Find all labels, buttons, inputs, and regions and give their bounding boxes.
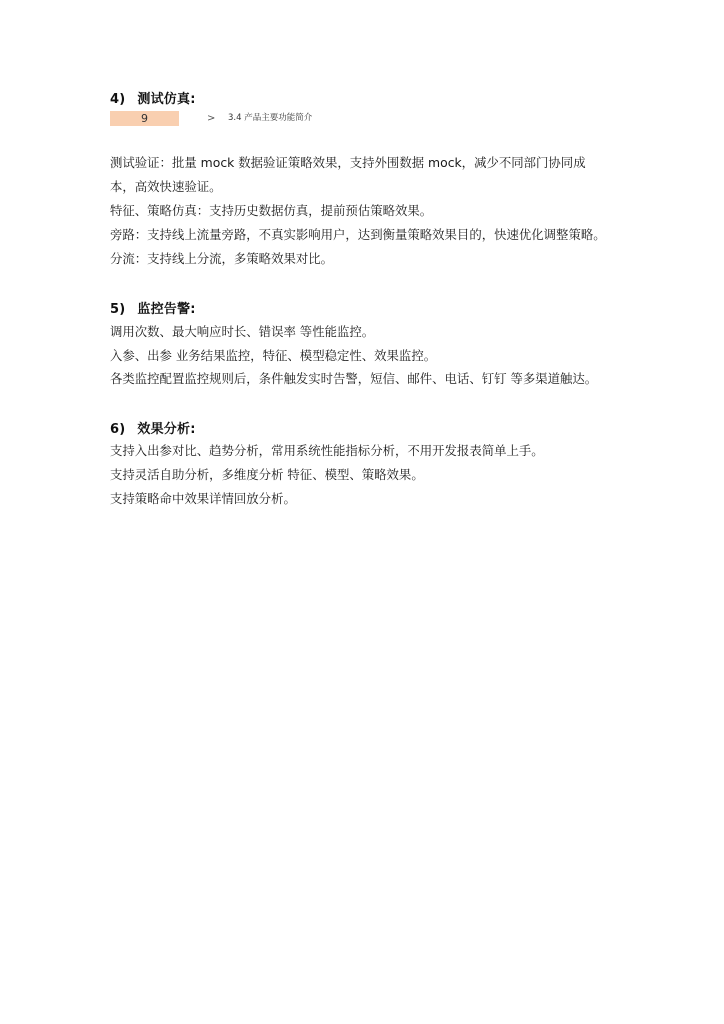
section-5-line-2: 入参、出参 业务结果监控，特征、模型稳定性、效果监控。 — [110, 348, 437, 363]
section-6-number: 6) — [110, 422, 126, 437]
section-6-line-3: 支持策略命中效果详情回放分析。 — [110, 491, 296, 506]
section-4-line-5: 分流：支持线上分流，多策略效果对比。 — [110, 251, 334, 266]
section-6-line-2: 支持灵活自助分析，多维度分析 特征、模型、策略效果。 — [110, 467, 424, 482]
section-4-line-3: 特征、策略仿真：支持历史数据仿真，提前预估策略效果。 — [110, 203, 433, 218]
section-4-heading — [110, 88, 196, 107]
section-5-title: 监控告警: — [137, 302, 196, 317]
section-6-line-1: 支持入出参对比、趋势分析，常用系统性能指标分析，不用开发报表简单上手。 — [110, 443, 544, 458]
section-5-line-1: 调用次数、最大响应时长、错误率 等性能监控。 — [110, 324, 375, 339]
section-5-heading — [110, 298, 196, 317]
section-6-heading — [110, 418, 196, 437]
section-5-line-3: 各类监控配置监控规则后，条件触发实时告警，短信、邮件、电话、钉钉 等多渠道触达。 — [110, 371, 598, 386]
section-6-title: 效果分析: — [137, 422, 196, 437]
section-4-line-4: 旁路：支持线上流量旁路，不真实影响用户，达到衡量策略效果目的，快速优化调整策略。 — [110, 227, 606, 242]
section-reference: 3.4 产品主要功能简介 — [228, 113, 313, 123]
section-4-line-1: 测试验证：批量 mock 数据验证策略效果，支持外围数据 mock，减少不同部门协同成 — [110, 155, 586, 170]
section-5-number: 5) — [110, 302, 126, 317]
section-4-line-2: 本，高效快速验证。 — [110, 179, 222, 194]
section-4-number: 4) — [110, 92, 126, 107]
chevron-right-icon: > — [207, 113, 216, 124]
section-4-title: 测试仿真: — [137, 92, 196, 107]
page-number: 9 — [110, 111, 179, 126]
page-header-strip — [110, 111, 410, 126]
